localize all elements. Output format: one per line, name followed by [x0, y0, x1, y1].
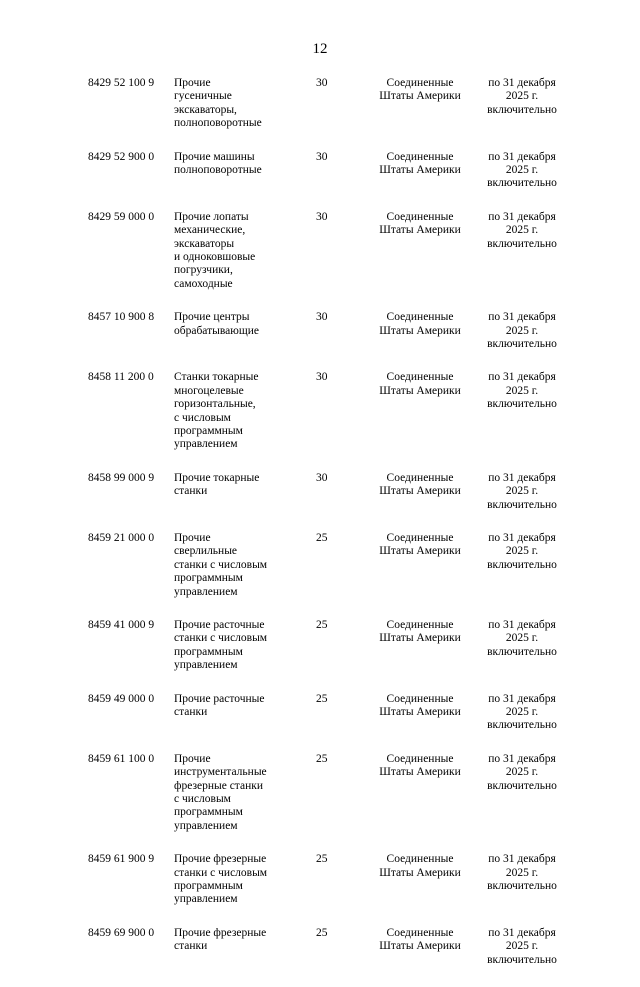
- name-line: программным: [174, 645, 243, 658]
- country-line: Соединенные: [386, 618, 454, 631]
- name-line: Прочие фрезерные: [174, 926, 267, 939]
- country-line: Штаты Америки: [379, 384, 461, 397]
- name-line: станки: [174, 485, 208, 498]
- code-cell: 8459 61 100 0: [88, 752, 155, 765]
- name-line: управлением: [174, 819, 238, 832]
- rate-cell: 25: [316, 853, 328, 866]
- country-cell: [370, 532, 470, 559]
- term-line: включительно: [487, 177, 557, 190]
- term-line: по 31 декабря: [488, 471, 556, 484]
- term-line: по 31 декабря: [488, 692, 556, 705]
- term-line: по 31 декабря: [488, 210, 556, 223]
- term-line: по 31 декабря: [488, 752, 556, 765]
- term-line: включительно: [487, 953, 557, 966]
- rate-cell: 25: [316, 752, 328, 765]
- code-cell: 8459 61 900 9: [88, 853, 155, 866]
- term-line: включительно: [487, 398, 557, 411]
- table-row: [0, 532, 640, 619]
- country-cell: [370, 472, 470, 499]
- name-line: экскаваторы: [174, 237, 235, 250]
- table-row: [0, 77, 640, 151]
- term-line: включительно: [487, 498, 557, 511]
- name-cell: [174, 927, 284, 954]
- country-cell: [370, 619, 470, 646]
- country-line: Штаты Америки: [379, 705, 461, 718]
- name-line: Прочие расточные: [174, 692, 265, 705]
- code-cell: 8458 11 200 0: [88, 371, 154, 384]
- rate-cell: 30: [316, 150, 328, 163]
- term-line: 2025 г.: [505, 384, 539, 397]
- country-line: Штаты Америки: [379, 164, 461, 176]
- name-line: Прочие: [174, 752, 211, 765]
- term-line: 2025 г.: [505, 632, 539, 645]
- code-cell: 8458 99 000 9: [88, 471, 155, 484]
- name-line: Прочие расточные: [174, 618, 265, 631]
- country-line: Штаты Америки: [379, 632, 461, 645]
- term-line: 2025 г.: [505, 545, 539, 558]
- table-row: [0, 853, 640, 927]
- table-row: [0, 693, 640, 753]
- table-row: [0, 311, 640, 371]
- name-line: горизонтальные,: [174, 398, 256, 411]
- term-cell: [476, 927, 568, 967]
- country-line: Соединенные: [386, 752, 454, 765]
- table-row: [0, 211, 640, 311]
- term-line: по 31 декабря: [488, 150, 556, 163]
- rate-cell: 30: [316, 371, 328, 384]
- name-line: станки с числовым: [174, 632, 268, 645]
- rate-cell: 30: [316, 210, 328, 223]
- country-line: Соединенные: [386, 926, 454, 939]
- country-cell: [370, 753, 470, 780]
- name-line: инструментальные: [174, 766, 267, 779]
- country-line: Штаты Америки: [379, 485, 461, 498]
- code-cell: 8429 52 900 0: [88, 150, 155, 163]
- name-line: и одноковшовые: [174, 251, 256, 263]
- country-line: Штаты Америки: [379, 866, 461, 879]
- country-cell: [370, 211, 470, 238]
- term-cell: [476, 619, 568, 659]
- rate-cell: 25: [316, 692, 328, 705]
- name-line: станки: [174, 705, 208, 718]
- term-line: 2025 г.: [505, 324, 539, 337]
- country-line: Штаты Америки: [379, 224, 461, 237]
- term-line: по 31 декабря: [488, 618, 556, 631]
- table-row: [0, 472, 640, 532]
- country-cell: [370, 927, 470, 954]
- name-cell: [174, 532, 284, 599]
- name-cell: [174, 753, 284, 833]
- term-cell: [476, 211, 568, 251]
- country-line: Штаты Америки: [379, 90, 461, 103]
- name-line: Прочие лопаты: [174, 210, 249, 223]
- country-line: Соединенные: [386, 471, 454, 484]
- name-cell: [174, 77, 284, 131]
- table-row: [0, 371, 640, 471]
- term-line: 2025 г.: [505, 866, 539, 879]
- term-cell: [476, 77, 568, 117]
- name-line: сверлильные: [174, 545, 238, 558]
- country-line: Штаты Америки: [379, 766, 461, 779]
- country-line: Соединенные: [386, 210, 454, 223]
- name-line: самоходные: [174, 277, 233, 290]
- term-cell: [476, 853, 568, 893]
- tariff-table: [0, 77, 640, 987]
- country-line: Соединенные: [386, 692, 454, 705]
- name-line: программным: [174, 879, 243, 892]
- country-line: Соединенные: [386, 853, 454, 866]
- table-row: [0, 753, 640, 853]
- name-line: программным: [174, 572, 243, 585]
- term-line: по 31 декабря: [488, 531, 556, 544]
- name-cell: [174, 311, 284, 338]
- code-cell: 8429 59 000 0: [88, 210, 155, 223]
- name-line: многоцелевые: [174, 384, 244, 397]
- name-line: механические,: [174, 224, 246, 237]
- term-line: по 31 декабря: [488, 371, 556, 384]
- term-line: по 31 декабря: [488, 926, 556, 939]
- rate-cell: 25: [316, 618, 328, 631]
- name-line: Прочие: [174, 531, 211, 544]
- name-cell: [174, 619, 284, 673]
- name-line: полноповоротные: [174, 164, 262, 176]
- term-line: 2025 г.: [505, 164, 539, 176]
- code-cell: 8457 10 900 8: [88, 311, 155, 324]
- term-line: включительно: [487, 237, 557, 250]
- term-cell: [476, 311, 568, 351]
- country-cell: [370, 371, 470, 398]
- name-line: управлением: [174, 659, 238, 672]
- term-line: 2025 г.: [505, 90, 539, 103]
- name-line: программным: [174, 806, 243, 819]
- name-line: с числовым: [174, 411, 231, 424]
- term-line: включительно: [487, 337, 557, 350]
- name-line: полноповоротные: [174, 117, 262, 130]
- country-line: Соединенные: [386, 371, 454, 384]
- term-line: по 31 декабря: [488, 853, 556, 866]
- name-line: Прочие центры: [174, 311, 250, 324]
- term-line: 2025 г.: [505, 224, 539, 237]
- term-line: включительно: [487, 779, 557, 792]
- term-line: включительно: [487, 558, 557, 571]
- code-cell: 8429 52 100 9: [88, 77, 155, 89]
- term-line: включительно: [487, 645, 557, 658]
- country-cell: [370, 693, 470, 720]
- name-line: программным: [174, 424, 243, 437]
- name-line: Прочие: [174, 77, 211, 89]
- name-cell: [174, 151, 284, 178]
- name-line: станки с числовым: [174, 558, 268, 571]
- rate-cell: 30: [316, 471, 328, 484]
- name-line: фрезерные станки: [174, 779, 263, 792]
- term-cell: [476, 532, 568, 572]
- name-cell: [174, 472, 284, 499]
- term-cell: [476, 753, 568, 793]
- name-line: Прочие фрезерные: [174, 853, 267, 866]
- country-line: Соединенные: [386, 150, 454, 163]
- name-line: погрузчики,: [174, 264, 233, 277]
- term-line: включительно: [487, 103, 557, 116]
- term-line: включительно: [487, 719, 557, 732]
- name-cell: [174, 693, 284, 720]
- term-line: 2025 г.: [505, 485, 539, 498]
- table-row: [0, 619, 640, 693]
- term-cell: [476, 472, 568, 512]
- term-line: по 31 декабря: [488, 77, 556, 89]
- term-cell: [476, 371, 568, 411]
- term-cell: [476, 151, 568, 191]
- country-line: Соединенные: [386, 77, 454, 89]
- name-cell: [174, 211, 284, 291]
- country-line: Штаты Америки: [379, 940, 461, 953]
- country-line: Соединенные: [386, 311, 454, 324]
- country-cell: [370, 853, 470, 880]
- term-line: по 31 декабря: [488, 311, 556, 324]
- term-cell: [476, 693, 568, 733]
- country-line: Соединенные: [386, 531, 454, 544]
- term-line: 2025 г.: [505, 940, 539, 953]
- name-line: управлением: [174, 893, 238, 906]
- name-line: с числовым: [174, 792, 231, 805]
- name-line: управлением: [174, 438, 238, 451]
- table-row: [0, 151, 640, 211]
- term-line: включительно: [487, 879, 557, 892]
- country-cell: [370, 311, 470, 338]
- term-line: 2025 г.: [505, 705, 539, 718]
- code-cell: 8459 69 900 0: [88, 926, 155, 939]
- rate-cell: 25: [316, 926, 328, 939]
- name-line: экскаваторы,: [174, 103, 237, 116]
- country-line: Штаты Америки: [379, 545, 461, 558]
- name-line: Прочие машины: [174, 150, 255, 163]
- rate-cell: 30: [316, 311, 328, 324]
- name-line: управлением: [174, 585, 238, 598]
- country-cell: [370, 151, 470, 178]
- table-row: [0, 927, 640, 987]
- code-cell: 8459 49 000 0: [88, 692, 155, 705]
- code-cell: 8459 41 000 9: [88, 618, 155, 631]
- name-cell: [174, 853, 284, 907]
- rate-cell: 30: [316, 77, 328, 89]
- country-line: Штаты Америки: [379, 324, 461, 337]
- name-line: Станки токарные: [174, 371, 259, 384]
- name-line: обрабатывающие: [174, 324, 259, 337]
- name-line: станки с числовым: [174, 866, 268, 879]
- term-line: 2025 г.: [505, 766, 539, 779]
- rate-cell: 25: [316, 531, 328, 544]
- code-cell: 8459 21 000 0: [88, 531, 155, 544]
- name-line: станки: [174, 940, 208, 953]
- name-cell: [174, 371, 284, 451]
- name-line: гусеничные: [174, 90, 232, 103]
- country-cell: [370, 77, 470, 104]
- name-line: Прочие токарные: [174, 471, 260, 484]
- page-number: 12: [312, 41, 328, 57]
